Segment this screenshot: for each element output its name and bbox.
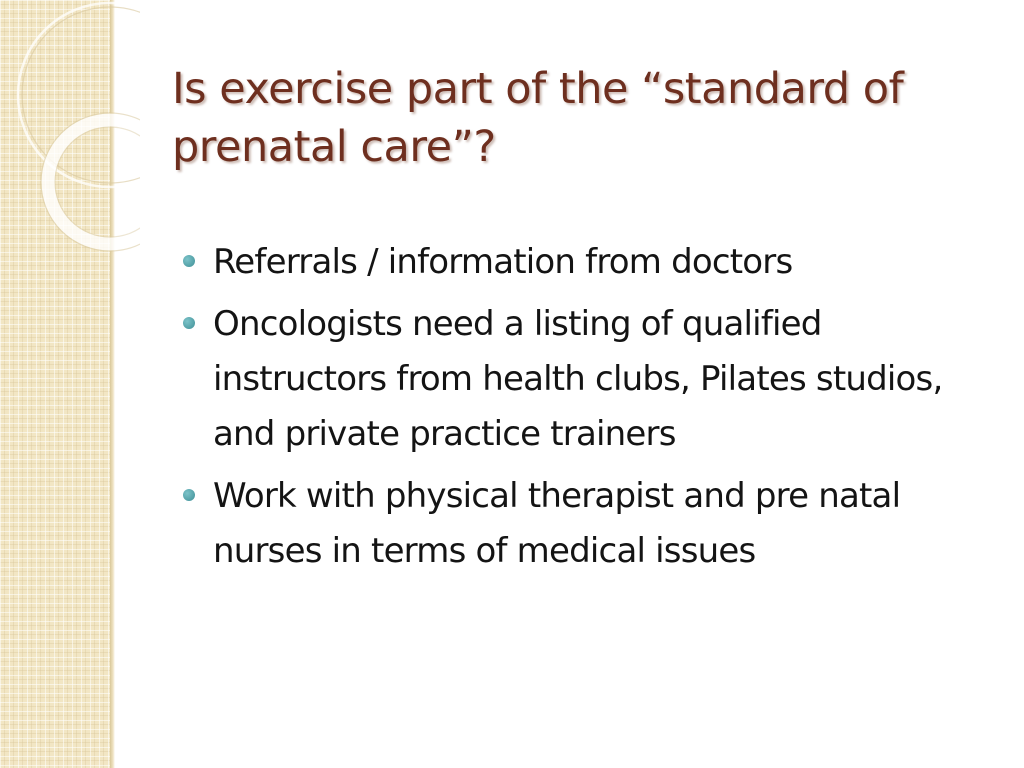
bullet-list	[183, 235, 963, 586]
bullet-icon	[183, 317, 195, 329]
bullet-item	[183, 235, 963, 290]
side-band-edge	[110, 0, 115, 768]
bullet-item	[183, 469, 963, 579]
bullet-text: Referrals / information from doctors	[213, 242, 793, 282]
bullet-text: Work with physical therapist and pre natal nurses in terms of medical issues	[213, 476, 901, 571]
slide-title: Is exercise part of the “standard of prenatal care”?	[172, 64, 904, 172]
bullet-item	[183, 297, 963, 462]
bullet-text: Oncologists need a listing of qualified instructors from health clubs, Pilates studios, and private practice trainers	[213, 304, 943, 454]
bullet-icon	[183, 255, 195, 267]
decorative-side-band	[0, 0, 110, 768]
bullet-icon	[183, 489, 195, 501]
